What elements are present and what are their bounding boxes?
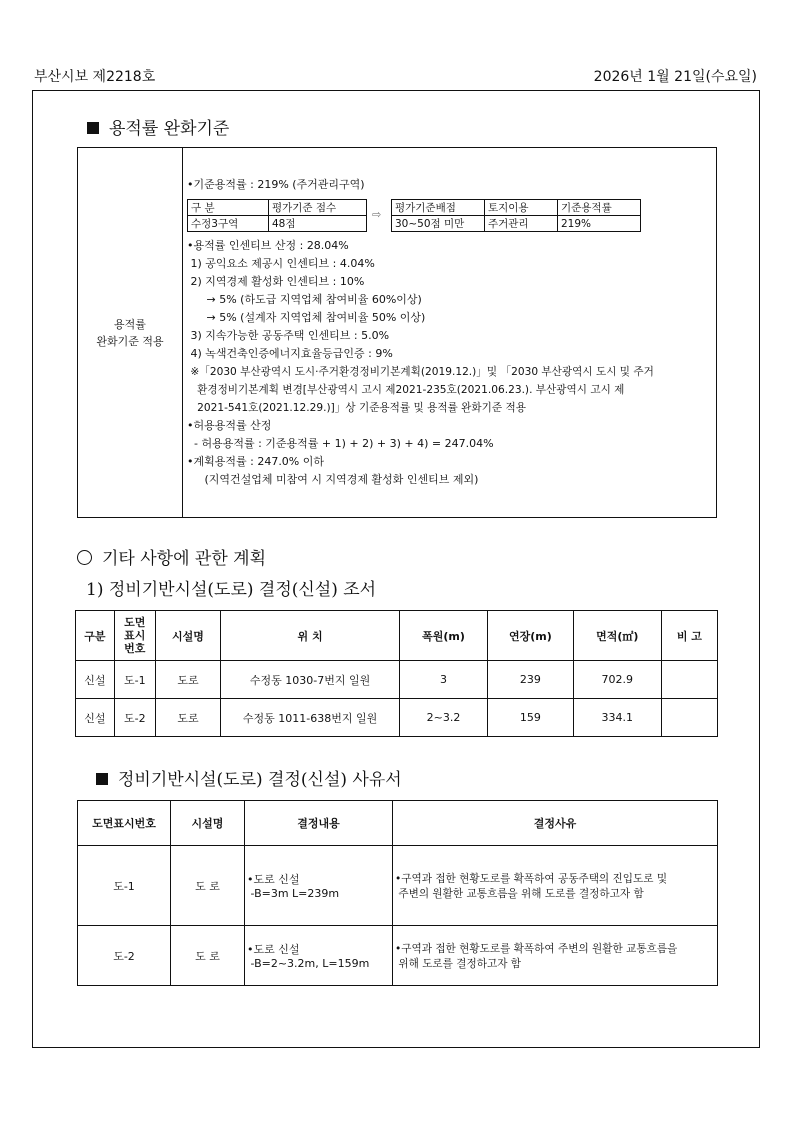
far-label-line1: 용적률 bbox=[114, 317, 146, 331]
header-cell: 결정내용 bbox=[245, 801, 393, 846]
section3-title-text: 정비기반시설(도로) 결정(신설) 사유서 bbox=[118, 770, 402, 790]
mini-left-header-cell: 평가기준 점수 bbox=[269, 200, 367, 216]
content-line: •도로 신설 bbox=[247, 873, 300, 886]
far-label-line2: 완화기준 적용 bbox=[96, 334, 164, 348]
mini-left-row bbox=[188, 216, 367, 232]
cell: 334.1 bbox=[573, 699, 661, 737]
cell: 신설 bbox=[76, 699, 115, 737]
cell: 수정동 1011-638번지 일원 bbox=[221, 699, 400, 737]
mini-table-left bbox=[187, 199, 367, 232]
reason-line: 주변의 원활한 교통흐름을 위해 도로를 결정하고자 함 bbox=[395, 887, 644, 900]
header-line: 도면 bbox=[124, 616, 146, 629]
cell: 702.9 bbox=[573, 661, 661, 699]
table-row bbox=[78, 926, 718, 986]
table-row bbox=[78, 846, 718, 926]
cell: 도 로 bbox=[171, 926, 245, 986]
cell: 도 로 bbox=[171, 846, 245, 926]
road-reason-table bbox=[77, 800, 718, 986]
far-line: •계획용적률 : 247.0% 이하 bbox=[187, 455, 325, 468]
mini-right-cell: 219% bbox=[558, 216, 641, 232]
square-bullet-icon bbox=[87, 122, 99, 134]
header-cell: 비 고 bbox=[661, 611, 717, 661]
cell bbox=[393, 846, 718, 926]
mini-left-header-row bbox=[188, 200, 367, 216]
far-line: 3) 지속가능한 공동주택 인센티브 : 5.0% bbox=[187, 329, 390, 342]
content-line: -B=2~3.2m, L=159m bbox=[247, 957, 370, 970]
header-cell: 연장(m) bbox=[487, 611, 573, 661]
far-line: 1) 공익요소 제공시 인센티브 : 4.04% bbox=[187, 257, 375, 270]
road-decision-table bbox=[75, 610, 718, 737]
cell: 도-2 bbox=[78, 926, 171, 986]
far-label-cell bbox=[78, 148, 183, 517]
far-line: - 허용용적률 : 기준용적률 + 1) + 2) + 3) + 4) = 247.04% bbox=[187, 437, 494, 450]
reason-line: 위해 도로를 결정하고자 함 bbox=[395, 957, 522, 970]
arrow-right-icon: ⇨ bbox=[372, 208, 382, 221]
mini-right-header-cell: 기준용적률 bbox=[558, 200, 641, 216]
reason-table-header-row bbox=[78, 801, 718, 846]
far-body bbox=[184, 148, 716, 517]
cell: 3 bbox=[400, 661, 488, 699]
road-table-header-row bbox=[76, 611, 718, 661]
header-cell: 구분 bbox=[76, 611, 115, 661]
table-row bbox=[76, 699, 718, 737]
reason-line: •구역과 접한 현황도로를 확폭하여 공동주택의 진입도로 및 bbox=[395, 872, 668, 885]
header-cell: 폭원(m) bbox=[400, 611, 488, 661]
far-line: •허용용적률 산정 bbox=[187, 419, 272, 432]
mini-right-header-cell: 토지이용 bbox=[485, 200, 558, 216]
cell bbox=[661, 661, 717, 699]
mini-left-cell: 48점 bbox=[269, 216, 367, 232]
section2-subtitle: 1) 정비기반시설(도로) 결정(신설) 조서 bbox=[86, 580, 377, 600]
header-line: 번호 bbox=[124, 642, 146, 655]
section1-title bbox=[87, 114, 229, 139]
mini-left-cell: 수정3구역 bbox=[188, 216, 269, 232]
content-line: •도로 신설 bbox=[247, 943, 300, 956]
cell: 239 bbox=[487, 661, 573, 699]
far-line: 환경정비기본계획 변경[부산광역시 고시 제2021-235호(2021.06.23.). 부산광역시 고시 제 bbox=[187, 384, 625, 396]
table-row bbox=[76, 661, 718, 699]
cell bbox=[393, 926, 718, 986]
mini-right-cell: 주거관리 bbox=[485, 216, 558, 232]
cell bbox=[245, 926, 393, 986]
mini-right-cell: 30~50점 미만 bbox=[392, 216, 485, 232]
cell: 2~3.2 bbox=[400, 699, 488, 737]
cell: 도로 bbox=[155, 699, 220, 737]
circle-bullet-icon bbox=[77, 550, 92, 565]
cell: 도로 bbox=[155, 661, 220, 699]
header-cell: 시설명 bbox=[171, 801, 245, 846]
mini-left-header-cell: 구 분 bbox=[188, 200, 269, 216]
cell bbox=[245, 846, 393, 926]
far-line: ※「2030 부산광역시 도시·주거환경정비기본계획(2019.12.)」및 「2030 부산광역시 도시 및 주거 bbox=[187, 366, 654, 378]
cell: 신설 bbox=[76, 661, 115, 699]
mini-right-header-row bbox=[392, 200, 641, 216]
mini-right-row bbox=[392, 216, 641, 232]
section2-title bbox=[77, 544, 266, 569]
header-cell: 위 치 bbox=[221, 611, 400, 661]
far-box bbox=[77, 147, 717, 518]
content-line: -B=3m L=239m bbox=[247, 887, 340, 900]
mini-right-header-cell: 평가기준배점 bbox=[392, 200, 485, 216]
far-line: → 5% (설계자 지역업체 참여비율 50% 이상) bbox=[196, 311, 426, 324]
header-cell: 도면표시번호 bbox=[78, 801, 171, 846]
section1-title-text: 용적률 완화기준 bbox=[109, 119, 230, 139]
cell: 도-1 bbox=[114, 661, 155, 699]
far-line: 2021-541호(2021.12.29.)]」상 기준용적률 및 용적률 완화기준 적용 bbox=[187, 402, 526, 414]
header-cell bbox=[114, 611, 155, 661]
base-far-line: •기준용적률 : 219% (주거관리구역) bbox=[187, 178, 365, 191]
cell: 도-2 bbox=[114, 699, 155, 737]
cell: 도-1 bbox=[78, 846, 171, 926]
cell: 수정동 1030-7번지 일원 bbox=[221, 661, 400, 699]
far-line: 2) 지역경제 활성화 인센티브 : 10% bbox=[187, 275, 365, 288]
far-line: •용적률 인센티브 산정 : 28.04% bbox=[187, 239, 349, 252]
header-cell: 면적(㎡) bbox=[573, 611, 661, 661]
header-line: 표시 bbox=[124, 629, 146, 642]
cell bbox=[661, 699, 717, 737]
header-cell: 결정사유 bbox=[393, 801, 718, 846]
far-line: → 5% (하도급 지역업체 참여비율 60%이상) bbox=[196, 293, 422, 306]
square-bullet-icon bbox=[96, 773, 108, 785]
far-line: 4) 녹색건축인증에너지효율등급인증 : 9% bbox=[187, 347, 393, 360]
header-publication: 부산시보 제2218호 bbox=[34, 69, 156, 85]
far-line: (지역건설업체 미참여 시 지역경제 활성화 인센티브 제외) bbox=[187, 473, 479, 486]
mini-table-right bbox=[391, 199, 641, 232]
section3-title bbox=[96, 765, 402, 790]
reason-line: •구역과 접한 현황도로를 확폭하여 주변의 원활한 교통흐름을 bbox=[395, 942, 678, 955]
header-cell: 시설명 bbox=[155, 611, 220, 661]
cell: 159 bbox=[487, 699, 573, 737]
section2-title-text: 기타 사항에 관한 계획 bbox=[102, 549, 267, 569]
header-date: 2026년 1월 21일(수요일) bbox=[593, 69, 757, 85]
